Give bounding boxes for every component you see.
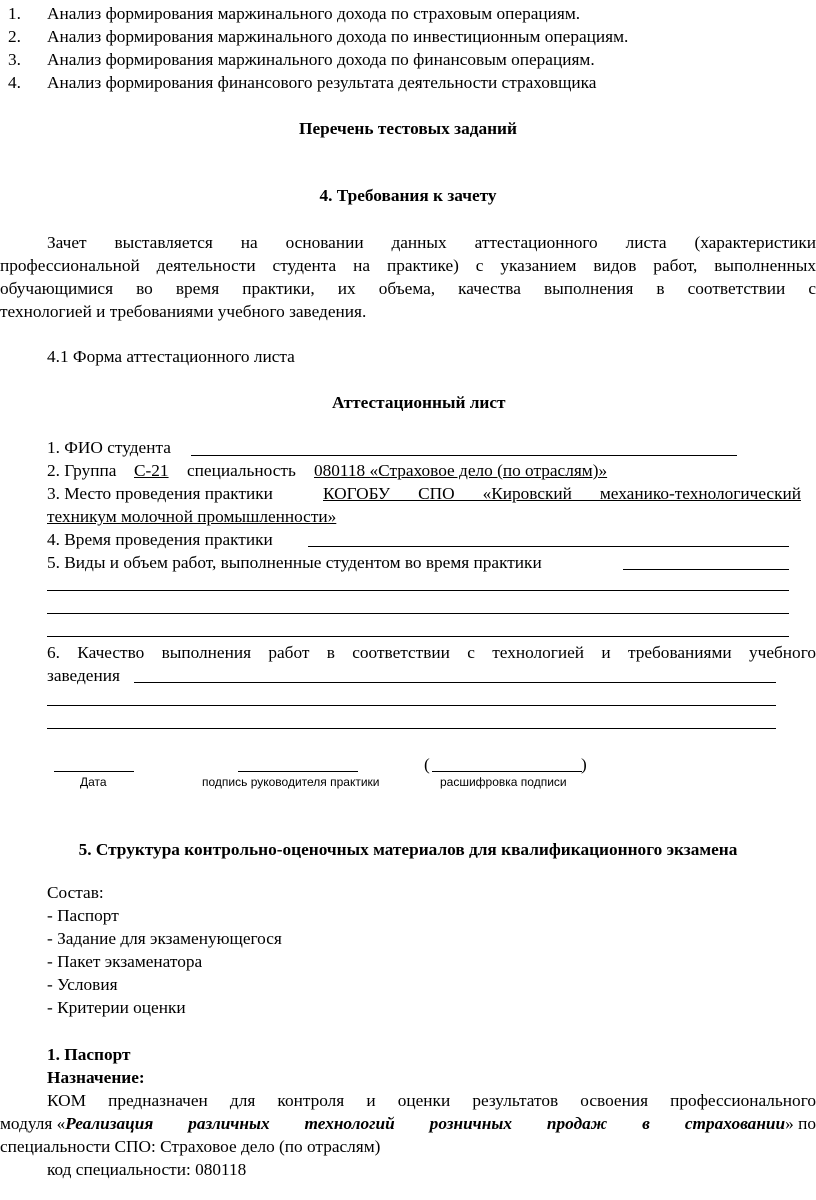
paragraph-line: технологией и требованиями учебного заведения. [0,302,367,321]
passport-heading: 1. Паспорт [47,1045,131,1064]
passport-line: КОМ предназначен для контроля и оценки результатов освоения профессионального [47,1091,816,1110]
passport-line: специальности СПО: Страховое дело (по отраслям) [0,1137,381,1156]
quality-field-line[interactable] [47,728,776,729]
specialty-label: специальность [187,461,296,480]
list-item: - Пакет экзаменатора [47,952,203,971]
quality-field[interactable] [134,682,776,683]
paren-open: ( [424,755,430,774]
list-number: 2. [8,27,21,46]
purpose-label: Назначение: [47,1068,145,1087]
section5-heading: 5. Структура контрольно-оценочных материалов для квалификационного экзамена [78,840,738,859]
decode-signature-line[interactable] [432,771,582,772]
passport-line2-post: » по [785,1114,816,1133]
paragraph-line: профессиональной деятельности студента на практике) с указанием видов работ, выполненных [0,256,816,275]
quality-label-line2: заведения [47,666,120,685]
tests-heading: Перечень тестовых заданий [299,119,517,138]
date-caption: Дата [80,775,107,789]
works-field-line[interactable] [47,590,789,591]
module-name: Реализация различных технологий розничных продаж в страховании [65,1114,786,1133]
passport-line [0,1112,816,1135]
decode-caption: расшифровка подписи [440,775,567,789]
specialty-code: код специальности: 080118 [47,1160,247,1179]
group-label: 2. Группа [47,461,117,480]
fio-label: 1. ФИО студента [47,438,171,457]
section4-heading: 4. Требования к зачету [319,186,497,205]
quality-label-line1: 6. Качество выполнения работ в соответствии с технологией и требованиями учебного [47,643,816,662]
list-text: Анализ формирования маржинального дохода по страховым операциям. [47,4,581,23]
list-item: - Критерии оценки [47,998,186,1017]
form-subheading: 4.1 Форма аттестационного листа [47,347,295,366]
list-item: - Задание для экзаменующегося [47,929,282,948]
list-item: - Паспорт [47,906,119,925]
paren-close: ) [581,755,587,774]
composition-label: Состав: [47,883,104,902]
place-value-line2: техникум молочной промышленности» [47,507,337,526]
list-number: 1. [8,4,21,23]
list-number: 4. [8,73,21,92]
works-field[interactable] [623,569,789,570]
works-label: 5. Виды и объем работ, выполненные студентом во время практики [47,553,542,572]
supervisor-signature-line[interactable] [238,771,358,772]
time-field[interactable] [308,546,789,547]
form-title: Аттестационный лист [332,393,506,412]
date-signature-line[interactable] [54,771,134,772]
works-field-line[interactable] [47,613,789,614]
list-item: - Условия [47,975,118,994]
list-text: Анализ формирования маржинального дохода по финансовым операциям. [47,50,595,69]
time-label: 4. Время проведения практики [47,530,273,549]
list-text: Анализ формирования маржинального дохода по инвестиционным операциям. [47,27,629,46]
place-label: 3. Место проведения практики [47,484,273,503]
specialty-value: 080118 «Страховое дело (по отраслям)» [314,461,608,480]
list-text: Анализ формирования финансового результата деятельности страховщика [47,73,597,92]
list-number: 3. [8,50,21,69]
fio-field[interactable] [191,455,737,456]
group-value: С-21 [134,461,169,480]
supervisor-caption: подпись руководителя практики [202,775,380,789]
quality-field-line[interactable] [47,705,776,706]
works-field-line[interactable] [47,636,789,637]
paragraph-line: Зачет выставляется на основании данных аттестационного листа (характеристики [47,233,816,252]
paragraph-line: обучающимися во время практики, их объема, качества выполнения в соответствии с [0,279,816,298]
place-value-line1: КОГОБУ СПО «Кировский механико-технологический [323,484,801,503]
passport-line2-pre: модуля « [0,1114,66,1133]
